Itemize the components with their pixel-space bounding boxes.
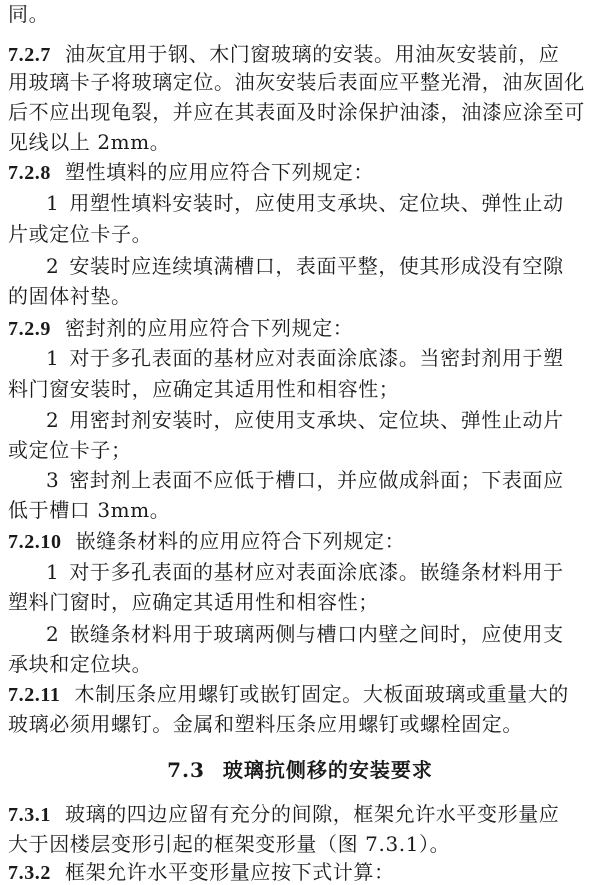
- clause-number: 7.2.9: [8, 318, 51, 340]
- clause-text: 木制压条应用螺钉或嵌钉固定。大板面玻璃或重量大的: [74, 682, 569, 706]
- clause-number: 7.2.7: [8, 44, 51, 66]
- text-line: 低于槽口 3mm。: [8, 498, 171, 522]
- list-item: [46, 191, 564, 215]
- item-text: 对于多孔表面的基材应对表面涂底漆。嵌缝条材料用于: [69, 560, 564, 584]
- item-number: 1: [46, 346, 60, 370]
- item-text: 密封剂上表面不应低于槽口，并应做成斜面；下表面应: [69, 468, 564, 492]
- clause-7-2-7: [8, 42, 559, 67]
- text-line: 后不应出现龟裂，并应在其表面及时涂保护油漆，油漆应涂至可: [8, 100, 585, 124]
- clause-text: 框架允许水平变形量应按下式计算：: [65, 860, 395, 884]
- item-number: 1: [46, 560, 60, 584]
- clause-text: 密封剂的应用应符合下列规定：: [65, 316, 354, 340]
- clause-7-2-11: [8, 682, 569, 707]
- item-number: 2: [46, 254, 60, 278]
- section-title: 玻璃抗侧移的安装要求: [222, 758, 433, 782]
- clause-7-3-2: [8, 860, 395, 885]
- clause-text: 油灰宜用于钢、木门窗玻璃的安装。用油灰安装前，应: [65, 42, 560, 66]
- clause-number: 7.2.11: [8, 684, 61, 706]
- clause-text: 嵌缝条材料的应用应符合下列规定：: [75, 529, 406, 553]
- clause-text: 塑性填料的应用应符合下列规定：: [65, 160, 374, 184]
- text-line: 或定位卡子；: [8, 438, 132, 462]
- item-number: 2: [46, 622, 60, 646]
- item-text: 安装时应连续填满槽口，表面平整，使其形成没有空隙: [69, 254, 564, 278]
- item-text: 嵌缝条材料用于玻璃两侧与槽口内壁之间时，应使用支: [69, 622, 564, 646]
- clause-7-2-8: [8, 160, 374, 185]
- section-heading: [0, 758, 600, 782]
- text-line: 的固体衬垫。: [8, 284, 132, 308]
- text-line: 承块和定位块。: [8, 652, 153, 676]
- text-line: 同。: [8, 2, 50, 26]
- list-item: [46, 254, 564, 278]
- text-line: 大于因楼层变形引起的框架变形量（图 7.3.1）。: [8, 832, 451, 856]
- text-line: 玻璃必须用螺钉。金属和塑料压条应用螺钉或螺栓固定。: [8, 712, 523, 736]
- list-item: [46, 468, 564, 492]
- item-text: 用密封剂安装时，应使用支承块、定位块、弹性止动片: [69, 408, 564, 432]
- clause-number: 7.2.10: [8, 531, 62, 553]
- text-line: 塑料门窗时，应确定其适用性和相容性；: [8, 590, 379, 614]
- text-line: 见线以上 2mm。: [8, 130, 171, 154]
- item-number: 1: [46, 191, 60, 215]
- clause-text: 玻璃的四边应留有充分的间隙，框架允许水平变形量应: [65, 802, 560, 826]
- clause-7-2-9: [8, 316, 353, 341]
- item-text: 对于多孔表面的基材应对表面涂底漆。当密封剂用于塑: [69, 346, 564, 370]
- item-number: 3: [46, 468, 60, 492]
- text-line: 用玻璃卡子将玻璃定位。油灰安装后表面应平整光滑，油灰固化: [8, 70, 585, 94]
- item-number: 2: [46, 408, 60, 432]
- clause-7-2-10: [8, 529, 405, 554]
- text-line: 片或定位卡子。: [8, 222, 153, 246]
- clause-number: 7.3.1: [8, 804, 51, 826]
- list-item: [46, 408, 564, 432]
- clause-number: 7.2.8: [8, 162, 51, 184]
- clause-7-3-1: [8, 802, 559, 827]
- text-line: 料门窗安装时，应确定其适用性和相容性；: [8, 377, 400, 401]
- item-text: 用塑性填料安装时，应使用支承块、定位块、弹性止动: [69, 191, 564, 215]
- list-item: [46, 346, 564, 370]
- list-item: [46, 622, 564, 646]
- clause-number: 7.3.2: [8, 862, 51, 884]
- section-number: 7.3: [167, 758, 205, 782]
- list-item: [46, 560, 564, 584]
